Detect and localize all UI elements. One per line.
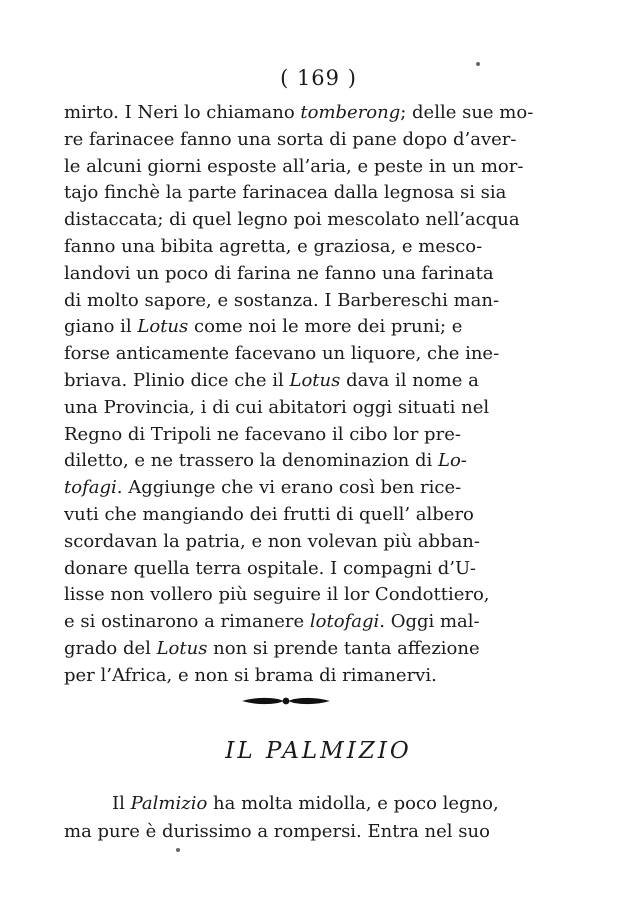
text-run: briava. Plinio dice che il — [64, 369, 290, 391]
section-title: IL PALMIZIO — [225, 738, 412, 764]
text-run: le alcuni giorni esposte all’aria, e peste in un mor- — [64, 155, 524, 177]
text-line — [64, 529, 504, 556]
text-line — [64, 100, 534, 127]
body-text — [64, 100, 534, 690]
italic-text: Palmizio — [130, 793, 208, 814]
text-run: fanno una bibita agretta, e graziosa, e mesco- — [64, 235, 483, 257]
text-line — [64, 448, 504, 475]
text-run: landovi un poco di farina ne fanno una farinata — [64, 262, 494, 284]
text-line — [64, 395, 504, 422]
ornament-right-wing — [288, 698, 330, 704]
ornament-left-wing — [242, 698, 284, 704]
text-line — [64, 475, 504, 502]
text-line — [64, 234, 504, 261]
ornament-divider — [240, 693, 332, 709]
text-run: vuti che mangiando dei frutti di quell’ albero — [64, 503, 474, 525]
ink-speck — [476, 62, 480, 66]
text-line — [64, 422, 504, 449]
text-run: come noi le more dei pruni; e — [188, 316, 463, 338]
text-run: diletto, e ne trassero la denominazion di — [64, 450, 438, 472]
text-run: re farinacee fanno una sorta di pane dopo d’aver- — [64, 128, 517, 150]
text-line — [64, 314, 504, 341]
italic-text: tomberong — [300, 102, 401, 123]
text-line — [64, 288, 504, 315]
text-run: non si prende tanta affezione — [207, 637, 480, 659]
text-run: scordavan la patria, e non volevan più abban- — [64, 530, 480, 552]
italic-text: Lotus — [289, 369, 341, 391]
italic-text: Lo- — [438, 450, 467, 472]
text-line — [64, 609, 504, 636]
text-run: forse anticamente facevano un liquore, che ine- — [64, 343, 500, 365]
text-run: dava il nome a — [340, 369, 479, 391]
text-run: ha molta midolla, e poco legno, — [207, 793, 499, 814]
text-line — [64, 556, 504, 583]
ink-speck — [176, 848, 180, 852]
text-run: di molto sapore, e sostanza. I Barbereschi man- — [64, 289, 500, 311]
text-run: grado del — [64, 637, 157, 659]
text-line — [64, 790, 504, 818]
text-line — [64, 261, 504, 288]
text-run: . Oggi mal- — [379, 611, 480, 633]
text-line — [64, 180, 507, 207]
text-run: Il — [112, 793, 131, 814]
text-line — [64, 636, 504, 663]
text-line — [64, 502, 504, 529]
text-line — [64, 207, 520, 234]
italic-text: Lotus — [137, 316, 189, 338]
text-run: lisse non vollero più seguire il lor Condottiero, — [64, 584, 490, 606]
text-line — [64, 582, 504, 609]
italic-text: lotofagi — [309, 611, 380, 633]
italic-text: Lotus — [156, 637, 208, 659]
text-run: . Aggiunge che vi erano così ben rice- — [116, 477, 462, 499]
italic-text: tofagi — [64, 477, 117, 499]
text-line — [64, 154, 524, 181]
text-run: ; delle sue mo- — [400, 102, 534, 123]
text-run: Regno di Tripoli ne facevano il cibo lor pre- — [64, 423, 461, 445]
text-line — [64, 663, 504, 690]
text-run: una Provincia, i di cui abitatori oggi situati nel — [64, 396, 490, 418]
text-run: ma pure è durissimo a rompersi. Entra nel suo — [64, 821, 490, 842]
text-run: per l’Africa, e non si brama di rimanervi. — [64, 664, 437, 686]
text-line — [64, 818, 504, 846]
text-run: tajo finchè la parte farinacea dalla legnosa si sia — [64, 182, 507, 204]
text-line — [64, 127, 517, 154]
text-run: e si ostinarono a rimanere — [64, 611, 310, 633]
text-line — [64, 368, 504, 395]
text-run: donare quella terra ospitale. I compagni d’U- — [64, 557, 476, 579]
text-run: giano il — [64, 316, 138, 338]
text-line — [64, 341, 504, 368]
text-run: mirto. I Neri lo chiamano — [64, 102, 301, 123]
text-run: distaccata; di quel legno poi mescolato nell’acqua — [64, 209, 520, 231]
section-text — [64, 790, 504, 846]
page-number: ( 169 ) — [280, 66, 357, 90]
